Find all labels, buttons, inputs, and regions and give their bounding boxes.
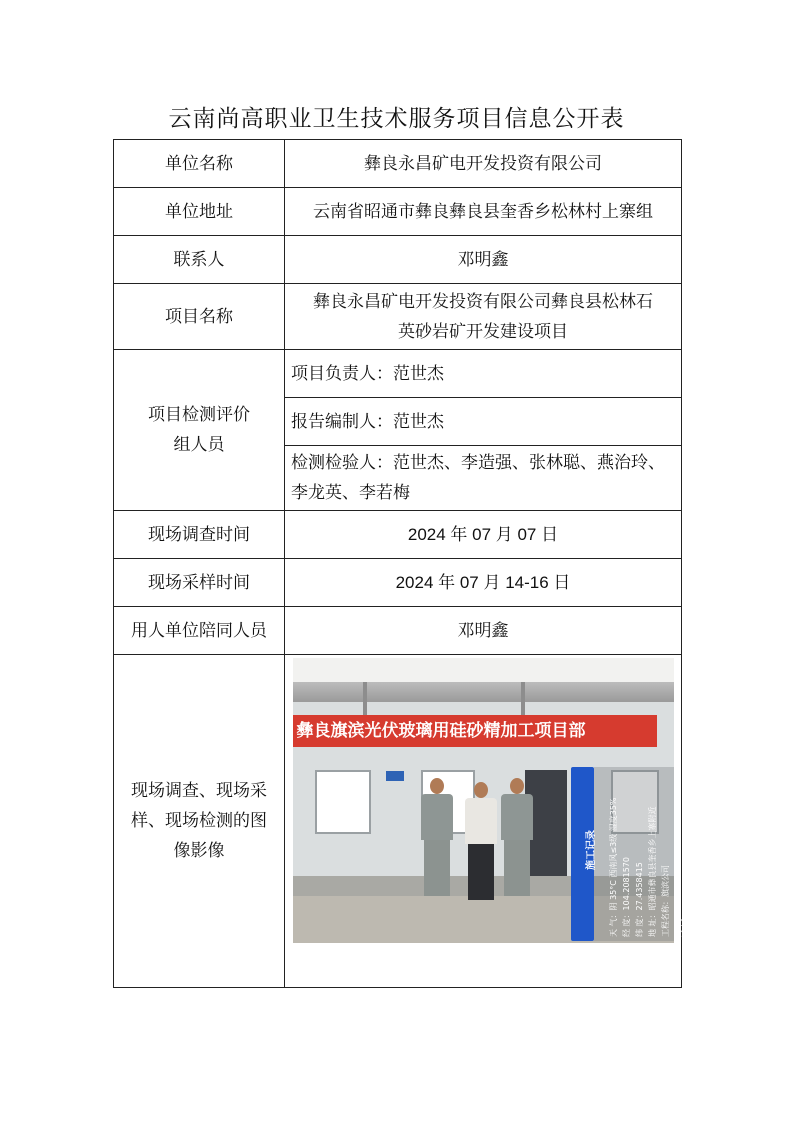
- watermark-line: 经 度：104.2081570: [621, 857, 631, 937]
- row-unit-address: [114, 188, 682, 236]
- person-body: [465, 798, 497, 844]
- person-head: [430, 778, 444, 794]
- photo-canopy: [293, 682, 674, 702]
- contact-label: 联系人: [114, 236, 285, 284]
- photo-watermark-text: [593, 767, 683, 941]
- team-label-line2: 组人员: [173, 435, 225, 455]
- sampling-time-label: 现场采样时间: [114, 559, 285, 607]
- project-name-value: [285, 284, 682, 350]
- person-body: [421, 794, 453, 840]
- person-legs: [468, 844, 494, 900]
- watermark-line: 天 气：阴 35°C 西南风≤3级 湿度35%: [608, 797, 618, 937]
- project-name-label: 项目名称: [114, 284, 285, 350]
- photo-window: [315, 770, 371, 834]
- photo-canopy-pole: [521, 682, 525, 718]
- row-sampling-time: [114, 559, 682, 607]
- photo-watermark-title: 施工记录: [585, 830, 597, 870]
- project-name-line2: 英砂岩矿开发建设项目: [398, 321, 568, 342]
- watermark-line: 工程名称：旗滨公司: [660, 865, 670, 937]
- row-contact: [114, 236, 682, 284]
- unit-name-value: 彝良永昌矿电开发投资有限公司: [285, 140, 682, 188]
- photo-label-line3: 像影像: [173, 841, 225, 861]
- row-escort: [114, 607, 682, 655]
- escort-label: 用人单位陪同人员: [114, 607, 285, 655]
- team-label: [114, 350, 285, 511]
- photo-label-line1: 现场调查、现场采: [131, 781, 267, 801]
- project-name-line1: 彝良永昌矿电开发投资有限公司彝良县松林石: [313, 291, 653, 312]
- photo-label-line2: 样、现场检测的图: [131, 811, 267, 831]
- team-inspectors-line2: 李龙英、李若梅: [291, 483, 410, 503]
- contact-value: 邓明鑫: [285, 236, 682, 284]
- person-legs: [504, 840, 530, 896]
- team-leader: 项目负责人：范世杰: [285, 350, 682, 398]
- person-body: [501, 794, 533, 840]
- watermark-line: 地 址：昭通市彝良县奎香乡上寨附近: [647, 806, 657, 937]
- team-inspectors: [285, 446, 682, 511]
- survey-time-value: 2024 年 07 月 07 日: [285, 511, 682, 559]
- page-title: 云南尚高职业卫生技术服务项目信息公开表: [168, 106, 625, 132]
- photo-label: [114, 655, 285, 988]
- person-head: [474, 782, 488, 798]
- photo-canopy-pole: [363, 682, 367, 718]
- team-inspectors-line1: 检测检验人：范世杰、李造强、张林聪、燕治玲、: [291, 453, 665, 473]
- unit-name-label: 单位名称: [114, 140, 285, 188]
- row-unit-name: [114, 140, 682, 188]
- team-label-line1: 项目检测评价: [148, 405, 250, 425]
- photo-door-sign: [386, 771, 404, 781]
- escort-value: 邓明鑫: [285, 607, 682, 655]
- team-compiler: 报告编制人：范世杰: [285, 398, 682, 446]
- watermark-line: 纬 度：27.4358415: [634, 862, 644, 937]
- photo-cell: [285, 655, 682, 988]
- person-legs: [424, 840, 450, 896]
- info-table: [113, 139, 682, 988]
- row-project-name: [114, 284, 682, 350]
- watermark-line: 时 间：2024-07-07 12:47:57: [673, 825, 683, 937]
- survey-time-label: 现场调查时间: [114, 511, 285, 559]
- person-head: [510, 778, 524, 794]
- row-team-leader: [114, 350, 682, 398]
- site-photo: [293, 658, 683, 943]
- unit-address-label: 单位地址: [114, 188, 285, 236]
- row-survey-time: [114, 511, 682, 559]
- photo-banner: 彝良旗滨光伏玻璃用硅砂精加工项目部: [293, 715, 657, 747]
- unit-address-value: 云南省昭通市彝良彝良县奎香乡松林村上寨组: [285, 188, 682, 236]
- sampling-time-value: 2024 年 07 月 14-16 日: [285, 559, 682, 607]
- row-photo: [114, 655, 682, 988]
